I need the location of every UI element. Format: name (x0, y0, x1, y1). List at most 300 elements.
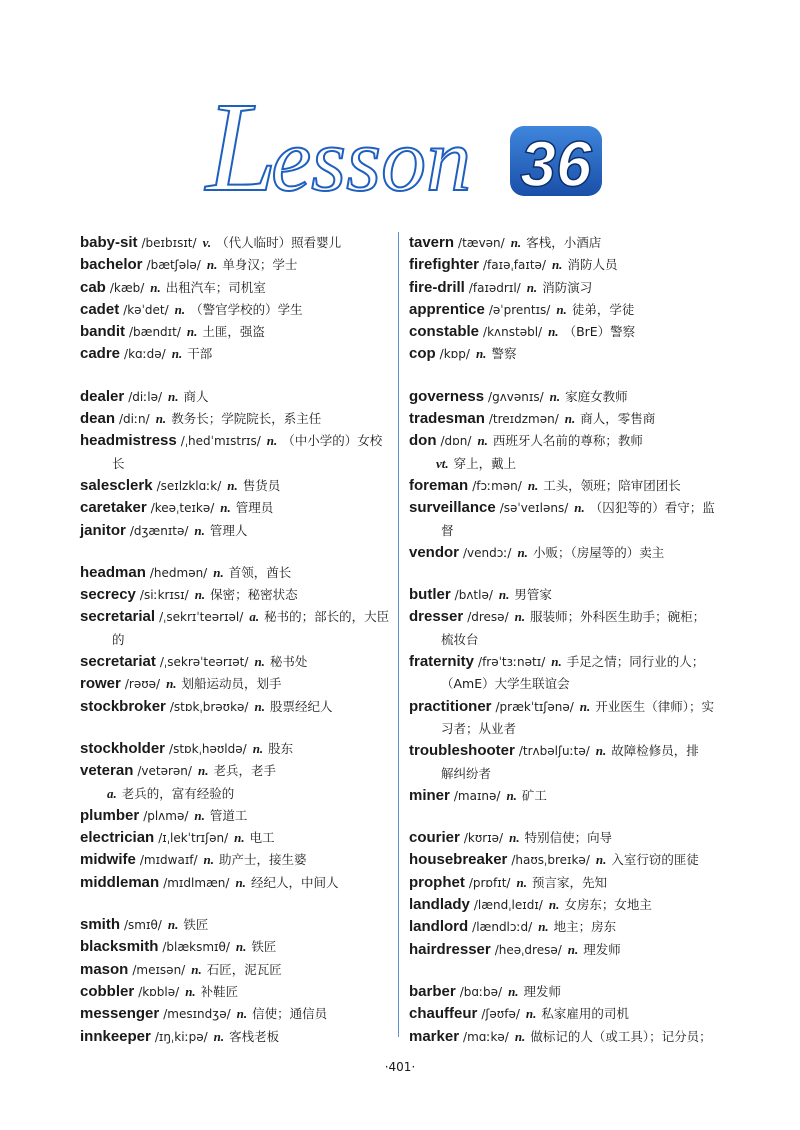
definition: 警察 (491, 346, 517, 362)
vocab-entry (80, 408, 390, 430)
definition: 售货员 (242, 477, 281, 493)
definition: 股票经纪人 (269, 698, 333, 714)
definition: 干部 (187, 346, 213, 362)
headword: landlady (409, 896, 470, 914)
phonetic: /kʌnstəbl/ (483, 325, 543, 340)
vocab-entry (80, 277, 390, 299)
phonetic: /mɑːkə/ (463, 1029, 509, 1044)
headword: plumber (80, 806, 140, 824)
definition: 手足之情；同行业的人； (566, 654, 705, 670)
definition: 入室行窃的匪徒 (611, 852, 699, 868)
definition: 的 (112, 631, 125, 647)
part-of-speech: n. (174, 301, 186, 317)
page-number: ·401· (384, 1060, 416, 1074)
definition: 习者；从业者 (441, 720, 517, 736)
phonetic: /faɪəˌfaɪtə/ (483, 258, 546, 273)
part-of-speech: n. (220, 500, 231, 516)
vocab-entry (409, 939, 729, 961)
part-of-speech: n. (509, 830, 520, 846)
part-of-speech: n. (516, 874, 527, 890)
headword: baby-sit (80, 234, 138, 251)
definition-continuation (409, 718, 729, 740)
part-of-speech: n. (595, 743, 607, 759)
phonetic: /keəˌteɪkə/ (150, 501, 215, 516)
definition: （囚犯等的）看守；监 (589, 500, 715, 516)
phonetic: /maɪnə/ (453, 788, 501, 803)
phonetic: /trʌbəlʃuːtə/ (518, 744, 590, 759)
vocab-entry (80, 827, 390, 849)
part-of-speech: v. (202, 235, 212, 250)
headword: don (409, 432, 437, 450)
definition: 梳妆台 (441, 631, 479, 647)
phonetic: /kɒblə/ (138, 984, 180, 999)
definition: 秘书的；部长的，大臣 (264, 609, 390, 625)
vocab-entry (80, 254, 390, 276)
part-of-speech: n. (564, 411, 576, 427)
phonetic: /lændlɔːd/ (472, 920, 533, 935)
phonetic: /hedmən/ (149, 565, 208, 580)
part-of-speech: n. (548, 324, 559, 340)
headword: smith (80, 916, 121, 934)
definition: 助产士，接生婆 (219, 852, 307, 868)
headword: fraternity (409, 653, 475, 671)
part-of-speech: n. (235, 939, 247, 955)
headword: headmistress (80, 432, 177, 450)
vocab-entry (80, 321, 390, 343)
vocab-entry (80, 872, 390, 894)
definition: 电工 (249, 830, 275, 846)
phonetic: /vetərən/ (137, 764, 192, 779)
part-of-speech: n. (150, 279, 161, 295)
vocab-entry (409, 232, 729, 254)
vocab-entry (409, 408, 729, 430)
part-of-speech: n. (236, 1006, 248, 1022)
phonetic: /bændɪt/ (129, 325, 181, 340)
part-of-speech: n. (508, 983, 519, 999)
headword: housebreaker (409, 851, 508, 869)
part-of-speech: n. (168, 388, 179, 404)
phonetic: /mesɪndʒə/ (163, 1007, 231, 1022)
part-of-speech: n. (574, 500, 585, 516)
definition: 经纪人，中间人 (250, 874, 339, 890)
vocab-entry (409, 542, 729, 564)
vocab-entry (80, 849, 390, 871)
vocab-entry (409, 386, 729, 408)
part-of-speech: n. (527, 477, 539, 493)
definition: 服装师；外科医生助手；碗柜； (530, 609, 706, 625)
headword: caretaker (80, 499, 147, 517)
vocab-entry (80, 1003, 390, 1025)
headword: dresser (409, 608, 464, 626)
phonetic: /kəˈdet/ (123, 302, 169, 317)
part-of-speech: n. (167, 917, 179, 933)
part-of-speech: n. (194, 807, 205, 823)
headword: tavern (409, 234, 455, 251)
phonetic: /plʌmə/ (143, 808, 189, 823)
phonetic: /seɪlzklɑːk/ (156, 478, 222, 493)
phonetic: /kɒp/ (439, 347, 470, 362)
vocab-group (409, 827, 729, 961)
part-of-speech: n. (266, 433, 278, 449)
vocab-entry (409, 1003, 729, 1025)
phonetic: /ˌhedˈmɪstrɪs/ (180, 434, 261, 449)
definition: 秘书处 (269, 654, 308, 670)
headword: fire-drill (409, 278, 465, 296)
headword: chauffeur (409, 1005, 478, 1023)
definition: 铁匠 (251, 939, 277, 955)
vocab-column-right (409, 232, 729, 1068)
headword: apprentice (409, 300, 485, 318)
part-of-speech: n. (595, 852, 607, 868)
phonetic: /stɒkˌhəʊldə/ (169, 741, 247, 756)
definition: （中小学的）女校 (282, 433, 383, 449)
vocab-entry (409, 299, 729, 321)
definition-continuation (409, 629, 729, 651)
vocab-entry (409, 606, 729, 628)
phonetic: /ʃəʊfə/ (481, 1007, 520, 1022)
part-of-speech: n. (197, 763, 209, 779)
vocab-group (80, 738, 390, 894)
definition: 地主；房东 (553, 919, 617, 935)
definition: （BrE）警察 (563, 324, 636, 340)
vocab-entry (409, 981, 729, 1003)
part-of-speech: n. (525, 1006, 537, 1022)
definition-continuation (409, 453, 729, 475)
phonetic: /diːn/ (119, 412, 150, 427)
part-of-speech: n. (477, 433, 488, 449)
vocab-entry (409, 497, 729, 519)
vocab-entry (409, 785, 729, 807)
vocab-entry (80, 299, 390, 321)
headword: veteran (80, 762, 134, 780)
definition: 教务长；学院院长，系主任 (171, 411, 322, 427)
headword: bachelor (80, 256, 143, 274)
phonetic: /ɪˌlekˈtrɪʃən/ (158, 831, 229, 846)
definition-continuation (80, 453, 390, 475)
vocab-entry (409, 740, 729, 762)
headword: electrician (80, 829, 155, 847)
definition: 穿上，戴上 (453, 455, 517, 471)
vocab-entry (80, 475, 390, 497)
phonetic: /dʒænɪtə/ (129, 523, 189, 538)
headword: middleman (80, 873, 160, 891)
vocab-entry (409, 343, 729, 365)
part-of-speech: n. (185, 983, 196, 999)
definition: 矿工 (521, 787, 547, 803)
headword: secrecy (80, 586, 136, 604)
vocab-entry (409, 584, 729, 606)
phonetic: /bɑːbə/ (459, 984, 503, 999)
part-of-speech: n. (510, 235, 522, 250)
lesson-number: 36 (520, 128, 592, 200)
part-of-speech: n. (548, 897, 560, 913)
part-of-speech: n. (203, 852, 215, 868)
headword: cadre (80, 345, 121, 363)
definition: 做标记的人（或工具）；记分员； (530, 1028, 712, 1044)
phonetic: /diːlə/ (128, 389, 162, 404)
definition: 股东 (268, 740, 294, 756)
phonetic: /gʌvənɪs/ (488, 389, 544, 404)
vocab-entry (409, 430, 729, 452)
phonetic: /haʊsˌbreɪkə/ (511, 853, 590, 868)
part-of-speech: n. (579, 698, 591, 714)
lesson-header (0, 92, 800, 207)
phonetic: /ˌsekrəˈteərɪət/ (159, 655, 249, 670)
part-of-speech: n. (514, 1028, 526, 1044)
vocab-column-left (80, 232, 390, 1068)
definition: 老兵的，富有经验的 (121, 785, 235, 801)
vocab-entry (80, 606, 390, 628)
part-of-speech: n. (235, 874, 246, 890)
vocab-entry (409, 849, 729, 871)
lesson-header-graphic (0, 92, 800, 207)
part-of-speech: n. (567, 941, 579, 957)
lesson-title: Lesson (206, 92, 472, 207)
headword: stockholder (80, 739, 166, 757)
definition: 私家雇用的司机 (541, 1006, 629, 1022)
vocab-group (409, 584, 729, 807)
phonetic: /mɪdwaɪf/ (139, 853, 198, 868)
headword: headman (80, 563, 146, 581)
vocab-group (80, 386, 390, 542)
headword: secretariat (80, 653, 156, 671)
part-of-speech: n. (498, 587, 510, 603)
vocab-entry (409, 872, 729, 894)
part-of-speech: n. (517, 544, 528, 560)
vocab-entry (80, 914, 390, 936)
vocab-entry (80, 232, 390, 254)
headword: cop (409, 345, 436, 363)
vocab-group (409, 981, 729, 1048)
headword: cab (80, 278, 106, 296)
definition: 石匠，泥瓦匠 (206, 961, 282, 977)
phonetic: /vendɔː/ (463, 545, 512, 560)
part-of-speech: n. (549, 388, 561, 404)
headword: tradesman (409, 410, 485, 428)
headword: miner (409, 786, 450, 804)
vocab-entry (80, 343, 390, 365)
definition: （警官学校的）学生 (190, 301, 303, 317)
vocab-entry (409, 916, 729, 938)
vocab-entry (409, 651, 729, 673)
headword: barber (409, 982, 456, 1000)
vocab-group (80, 914, 390, 1048)
vocab-entry (80, 562, 390, 584)
phonetic: /kɑːdə/ (124, 347, 166, 362)
phonetic: /prɒfɪt/ (468, 875, 511, 890)
vocab-entry (409, 894, 729, 916)
phonetic: /stɒkˌbrəʊkə/ (169, 699, 249, 714)
definition-continuation (80, 783, 390, 805)
phonetic: /rəʊə/ (124, 677, 161, 692)
definition: 消防人员 (567, 257, 618, 273)
vocab-entry (409, 696, 729, 718)
headword: salesclerk (80, 476, 153, 494)
headword: practitioner (409, 697, 492, 715)
part-of-speech: n. (191, 961, 202, 977)
headword: prophet (409, 873, 465, 891)
phonetic: /frəˈtɜːnətɪ/ (478, 655, 546, 670)
part-of-speech: n. (254, 654, 265, 670)
definition: 督 (441, 522, 454, 538)
definition: 首领，酋长 (228, 564, 292, 580)
phonetic: /kʊrɪə/ (463, 831, 504, 846)
headword: dealer (80, 387, 125, 405)
phonetic: /smɪθ/ (124, 918, 162, 933)
headword: constable (409, 323, 480, 341)
definition: 理发师 (523, 983, 562, 999)
definition: 徒弟，学徒 (571, 301, 635, 317)
definition: 补鞋匠 (200, 983, 239, 999)
part-of-speech: n. (551, 654, 562, 670)
part-of-speech: n. (206, 257, 218, 273)
definition: 理发师 (583, 941, 621, 957)
vocab-entry (80, 696, 390, 718)
definition: 家庭女教师 (565, 388, 628, 404)
phonetic: /əˈprentɪs/ (488, 302, 551, 317)
definition-continuation (409, 673, 729, 695)
vocab-entry (409, 321, 729, 343)
part-of-speech: n. (155, 411, 167, 427)
part-of-speech: n. (551, 257, 563, 273)
headword: governess (409, 387, 485, 405)
definition: 老兵，老手 (213, 763, 276, 779)
definition: 客栈，小酒店 (526, 235, 602, 250)
vocab-group (80, 562, 390, 718)
definition: 男管家 (514, 587, 552, 603)
part-of-speech: n. (475, 346, 487, 362)
definition: 西班牙人名前的尊称；教师 (492, 433, 643, 449)
definition: 女房东；女地主 (564, 897, 652, 913)
definition: 商人，零售商 (580, 411, 656, 427)
phonetic: /heəˌdresə/ (494, 942, 562, 957)
phonetic: /lændˌleɪdɪ/ (473, 898, 543, 913)
definition: 解纠纷者 (441, 765, 492, 781)
headword: rower (80, 675, 121, 693)
definition: 开业医生（律师）；实 (595, 698, 714, 714)
part-of-speech: n. (538, 919, 549, 935)
headword: butler (409, 586, 451, 604)
headword: foreman (409, 476, 469, 494)
headword: mason (80, 960, 129, 978)
phonetic: /səˈveɪləns/ (499, 501, 569, 516)
part-of-speech: vt. (436, 455, 449, 471)
phonetic: /kæb/ (109, 280, 145, 295)
definition: 信使；通信员 (252, 1006, 328, 1022)
vocab-entry (80, 673, 390, 695)
vocab-entry (80, 386, 390, 408)
phonetic: /treɪdzmən/ (488, 412, 559, 427)
definition: 出租汽车；司机室 (165, 279, 266, 295)
part-of-speech: a. (249, 609, 260, 625)
headword: vendor (409, 543, 460, 561)
vocab-entry (409, 827, 729, 849)
phonetic: /tævən/ (458, 236, 505, 250)
vocab-group (409, 232, 729, 366)
headword: messenger (80, 1005, 160, 1023)
vocab-entry (80, 520, 390, 542)
part-of-speech: n. (194, 522, 205, 538)
headword: marker (409, 1027, 460, 1045)
definition: 小贩；（房屋等的）卖主 (532, 544, 665, 560)
phonetic: /siːkrɪsɪ/ (139, 588, 189, 603)
phonetic: /prækˈtɪʃənə/ (495, 699, 574, 714)
part-of-speech: n. (252, 740, 264, 756)
headword: troubleshooter (409, 742, 515, 760)
part-of-speech: n. (227, 477, 238, 493)
phonetic: /ɪŋˌkiːpə/ (154, 1029, 208, 1044)
definition: 客栈老板 (229, 1028, 280, 1044)
vocab-entry (80, 959, 390, 981)
vocab-entry (409, 254, 729, 276)
headword: blacksmith (80, 938, 159, 956)
vocab-entry (80, 738, 390, 760)
vocab-entry (80, 651, 390, 673)
vocab-entry (409, 475, 729, 497)
definition: 预言家，先知 (531, 874, 607, 890)
phonetic: /meɪsən/ (132, 962, 186, 977)
headword: hairdresser (409, 940, 491, 958)
definition: 故障检修员，排 (611, 743, 699, 759)
part-of-speech: n. (171, 346, 183, 362)
vocab-entry (80, 981, 390, 1003)
definition: 管道工 (209, 807, 248, 823)
part-of-speech: n. (213, 1028, 225, 1044)
vocab-entry (80, 936, 390, 958)
definition: 铁匠 (183, 917, 209, 933)
vocab-group (409, 386, 729, 564)
definition: 管理员 (235, 500, 274, 516)
vocab-entry (80, 805, 390, 827)
definition: 工头，领班；陪审团团长 (543, 477, 681, 493)
part-of-speech: n. (514, 609, 526, 625)
definition: 保密；秘密状态 (210, 587, 298, 603)
headword: firefighter (409, 256, 480, 274)
part-of-speech: n. (254, 698, 265, 714)
headword: cadet (80, 300, 120, 318)
headword: bandit (80, 323, 125, 341)
definition: 特别信使；向导 (524, 830, 613, 846)
definition-continuation (80, 629, 390, 651)
definition: 单身汉；学士 (222, 257, 298, 273)
definition: 划船运动员，划手 (181, 676, 282, 692)
phonetic: /faɪədrɪl/ (468, 280, 521, 295)
part-of-speech: n. (194, 587, 206, 603)
vocab-entry (80, 1026, 390, 1048)
phonetic: /blæksmɪθ/ (162, 940, 230, 955)
phonetic: /bætʃələ/ (146, 258, 201, 273)
definition: 长 (112, 455, 125, 471)
part-of-speech: n. (186, 324, 198, 340)
phonetic: /dɒn/ (440, 434, 472, 449)
definition-continuation (409, 520, 729, 542)
headword: cobbler (80, 982, 135, 1000)
phonetic: /mɪdlmæn/ (163, 875, 230, 890)
part-of-speech: n. (526, 279, 538, 295)
vocab-entry (80, 760, 390, 782)
vocab-entry (80, 497, 390, 519)
headword: courier (409, 829, 460, 847)
headword: secretarial (80, 608, 156, 626)
definition-continuation (409, 763, 729, 785)
phonetic: /fɔːmən/ (472, 478, 522, 493)
headword: innkeeper (80, 1027, 151, 1045)
headword: landlord (409, 918, 469, 936)
vocab-entry (80, 430, 390, 452)
vocab-entry (409, 1026, 729, 1048)
phonetic: /ˌsekrɪˈteərɪəl/ (159, 610, 244, 625)
headword: midwife (80, 851, 136, 869)
